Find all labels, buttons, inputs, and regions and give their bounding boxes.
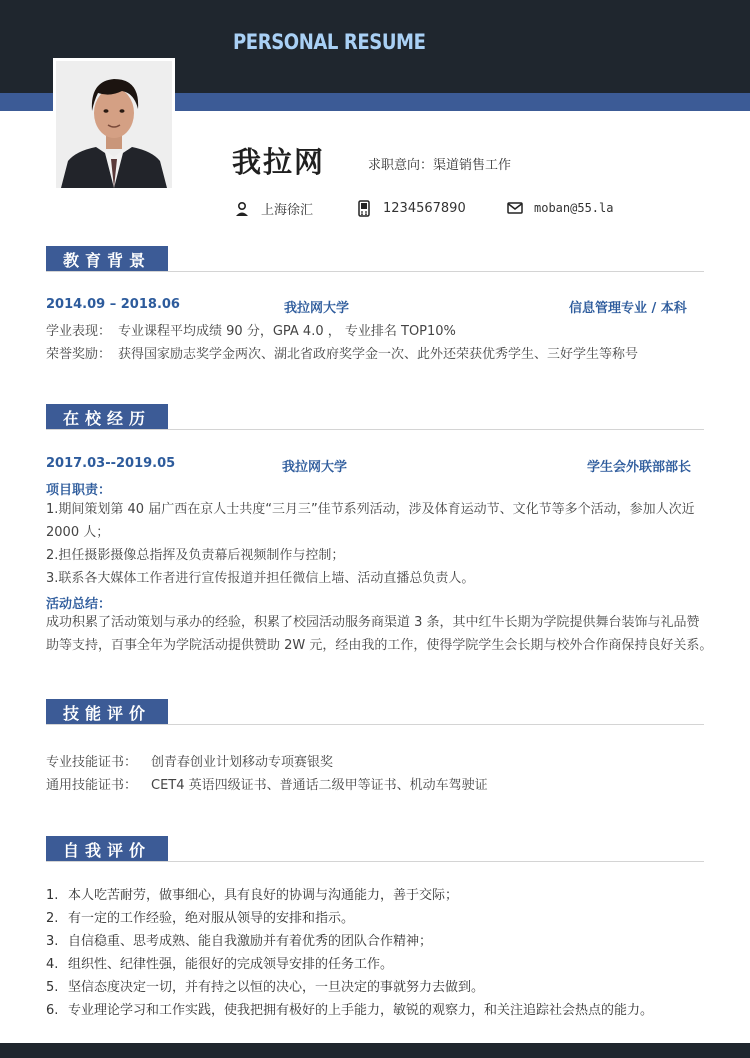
section-heading-self: 自我评价 xyxy=(46,836,168,862)
skill-professional xyxy=(46,751,333,770)
duty-list xyxy=(46,498,716,590)
resume-title: PERSONAL RESUME xyxy=(233,30,426,54)
section-divider xyxy=(46,271,704,272)
job-intent: 求职意向：渠道销售工作 xyxy=(368,158,512,173)
duty-line: 1.期间策划第 40 届广西在京人士共度“三月三”佳节系列活动，涉及体育运动节、文化节等多个活动，参加人次近 xyxy=(46,502,695,517)
phone-icon xyxy=(355,199,373,217)
performance-text: 专业课程平均成绩 90 分，GPA 4.0 ， 专业排名 TOP10% xyxy=(118,324,456,339)
list-item: 3. 自信稳重、思考成熟、能自我激励并有着优秀的团队合作精神； xyxy=(46,934,433,949)
section-heading-education: 教育背景 xyxy=(46,246,168,272)
campus-role: 学生会外联部部长 xyxy=(587,460,692,475)
mail-icon xyxy=(506,199,524,217)
education-performance xyxy=(46,320,456,339)
list-item: 1. 本人吃苦耐劳，做事细心，具有良好的协调与沟通能力，善于交际； xyxy=(46,888,459,903)
skill-professional-text: 创青春创业计划移动专项赛银奖 xyxy=(151,755,334,770)
summary-line: 助等支持，百事全年为学院活动提供赞助 2W 元，经由我的工作，使得学院学生会长期与校外合作商保持良好关系。 xyxy=(46,638,713,653)
education-major: 信息管理专业 / 本科 xyxy=(569,301,687,316)
skill-general-label: 通用技能证书： xyxy=(46,778,138,793)
summary-line: 成功积累了活动策划与承办的经验，积累了校园活动服务商渠道 3 条，其中红牛长期为学院提供舞台装饰与礼品赞 xyxy=(46,615,700,630)
profile-photo-frame xyxy=(53,58,175,191)
candidate-name: 我拉网 xyxy=(232,145,326,179)
campus-period: 2017.03--2019.05 xyxy=(46,456,176,471)
list-item: 4. 组织性、纪律性强，能很好的完成领导安排的任务工作。 xyxy=(46,957,394,972)
list-item: 5. 坚信态度决定一切，并有持之以恒的决心，一旦决定的事就努力去做到。 xyxy=(46,980,485,995)
footer-bar xyxy=(0,1043,750,1058)
profile-photo xyxy=(56,61,172,188)
contact-email xyxy=(506,199,613,217)
list-item: 6. 专业理论学习和工作实践，使我把拥有极好的上手能力，敏锐的观察力，和关注追踪社会热点的能力。 xyxy=(46,1003,654,1018)
section-divider xyxy=(46,724,704,725)
skill-general xyxy=(46,774,488,793)
section-heading-skills: 技能评价 xyxy=(46,699,168,725)
campus-school: 我拉网大学 xyxy=(282,460,348,475)
location-text: 上海徐汇 xyxy=(261,203,314,218)
education-honors xyxy=(46,343,638,362)
contact-location xyxy=(233,199,313,218)
phone-text: 1234567890 xyxy=(383,200,466,216)
person-portrait-icon xyxy=(56,61,172,188)
summary-title: 活动总结： xyxy=(46,597,112,612)
education-period: 2014.09 – 2018.06 xyxy=(46,297,180,312)
person-icon xyxy=(233,200,251,218)
contact-phone xyxy=(355,199,466,217)
honors-label: 荣誉奖励： xyxy=(46,347,112,362)
duty-title: 项目职责： xyxy=(46,483,112,498)
duty-line: 3.联系各大媒体工作者进行宣传报道并担任微信上墙、活动直播总负责人。 xyxy=(46,571,475,586)
section-divider xyxy=(46,861,704,862)
honors-text: 获得国家励志奖学金两次、湖北省政府奖学金一次、此外还荣获优秀学生、三好学生等称号 xyxy=(118,347,639,362)
self-evaluation-list xyxy=(46,884,726,1022)
section-heading-campus: 在校经历 xyxy=(46,404,168,430)
performance-label: 学业表现： xyxy=(46,324,112,339)
section-divider xyxy=(46,429,704,430)
skill-general-text: CET4 英语四级证书、普通话二级甲等证书、机动车驾驶证 xyxy=(151,778,488,793)
list-item: 2. 有一定的工作经验，绝对服从领导的安排和指示。 xyxy=(46,911,355,926)
duty-line: 2.担任摄影摄像总指挥及负责幕后视频制作与控制； xyxy=(46,548,345,563)
summary-text xyxy=(46,611,716,657)
education-school: 我拉网大学 xyxy=(284,301,350,316)
email-text: moban@55.la xyxy=(534,201,614,215)
duty-line: 2000 人； xyxy=(46,525,110,540)
skill-professional-label: 专业技能证书： xyxy=(46,755,138,770)
